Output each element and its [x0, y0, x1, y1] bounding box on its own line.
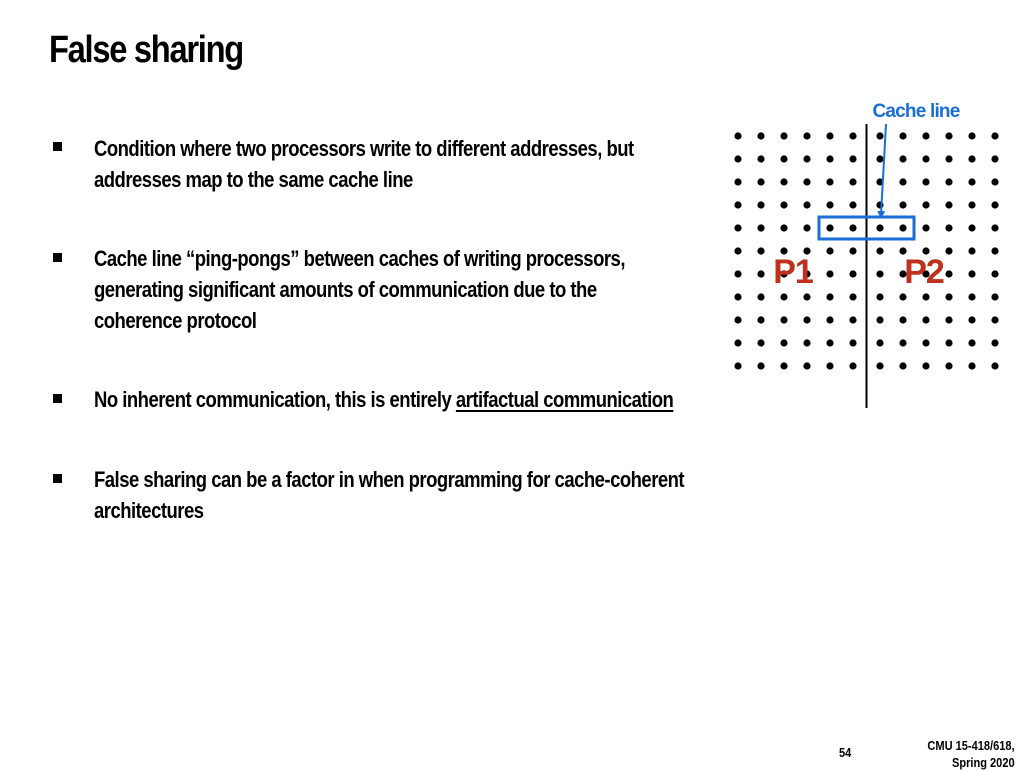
- bullet-line: [94, 384, 699, 415]
- grid-dot: [734, 132, 741, 139]
- bullet-ping-pong: [94, 243, 699, 336]
- grid-dot: [826, 201, 833, 208]
- bullet-marker: [53, 474, 62, 483]
- artifactual-communication-term: artifactual communication: [455, 387, 674, 412]
- grid-dot: [826, 270, 833, 277]
- grid-dot: [780, 362, 787, 369]
- bullet-line: addresses map to the same cache line: [94, 167, 413, 192]
- grid-dot: [991, 247, 998, 254]
- bullet-factor: [94, 464, 699, 526]
- grid-dot: [734, 362, 741, 369]
- grid-dot: [899, 155, 906, 162]
- grid-dot: [968, 293, 975, 300]
- grid-dot: [991, 362, 998, 369]
- grid-dot: [945, 155, 952, 162]
- grid-dot: [922, 178, 929, 185]
- grid-dot: [922, 224, 929, 231]
- grid-dot: [945, 270, 952, 277]
- dot-grid-canvas: [726, 92, 1006, 412]
- grid-dot: [922, 293, 929, 300]
- grid-dot: [876, 270, 883, 277]
- grid-dot: [945, 132, 952, 139]
- grid-dot: [991, 178, 998, 185]
- bullet-text-plain: No inherent communication, this is entirely: [94, 387, 456, 412]
- cache-line-label: Cache line: [872, 101, 960, 122]
- grid-dot: [757, 293, 764, 300]
- grid-dot: [757, 247, 764, 254]
- grid-dot: [849, 362, 856, 369]
- grid-dot: [945, 339, 952, 346]
- grid-dot: [991, 293, 998, 300]
- grid-dot: [757, 316, 764, 323]
- grid-dot: [876, 247, 883, 254]
- grid-dot: [968, 316, 975, 323]
- grid-dot: [826, 293, 833, 300]
- grid-dot: [945, 178, 952, 185]
- grid-dot: [945, 201, 952, 208]
- grid-dot: [780, 316, 787, 323]
- grid-dot: [945, 362, 952, 369]
- p1-label: P1: [773, 253, 813, 291]
- grid-dot: [826, 155, 833, 162]
- grid-dot: [945, 316, 952, 323]
- grid-dot: [734, 155, 741, 162]
- grid-dot: [849, 201, 856, 208]
- grid-dot: [899, 132, 906, 139]
- grid-dot: [922, 132, 929, 139]
- grid-dot: [968, 132, 975, 139]
- grid-dot: [780, 339, 787, 346]
- grid-dot: [899, 201, 906, 208]
- bullet-no-inherent: [94, 384, 699, 415]
- grid-dot: [876, 316, 883, 323]
- grid-dot: [876, 224, 883, 231]
- grid-dot: [899, 362, 906, 369]
- grid-dot: [922, 339, 929, 346]
- bullet-line: coherence protocol: [94, 308, 257, 333]
- grid-dot: [899, 224, 906, 231]
- grid-dot: [757, 270, 764, 277]
- false-sharing-diagram: [726, 92, 1006, 412]
- p2-label: P2: [904, 253, 944, 291]
- grid-dot: [826, 362, 833, 369]
- grid-dot: [899, 293, 906, 300]
- course-name: CMU 15-418/618,: [927, 738, 1015, 753]
- grid-dot: [826, 339, 833, 346]
- bullet-marker: [53, 253, 62, 262]
- grid-dot: [945, 247, 952, 254]
- grid-dot: [734, 178, 741, 185]
- grid-dot: [876, 132, 883, 139]
- grid-dot: [757, 155, 764, 162]
- grid-dot: [876, 155, 883, 162]
- grid-dot: [991, 224, 998, 231]
- grid-dot: [899, 339, 906, 346]
- grid-dot: [780, 293, 787, 300]
- grid-dot: [849, 339, 856, 346]
- bullet-line: Cache line “ping-pongs” between caches of writing processors,: [94, 246, 625, 271]
- bullet-line: False sharing can be a factor in when programming for cache-coherent: [94, 467, 685, 492]
- grid-dot: [991, 270, 998, 277]
- grid-dot: [968, 270, 975, 277]
- grid-dot: [899, 178, 906, 185]
- grid-dot: [991, 316, 998, 323]
- grid-dot: [849, 155, 856, 162]
- grid-dot: [991, 132, 998, 139]
- bullet-line: architectures: [94, 498, 204, 523]
- grid-dot: [734, 316, 741, 323]
- grid-dot: [922, 362, 929, 369]
- grid-dot: [734, 224, 741, 231]
- grid-dot: [849, 316, 856, 323]
- grid-dot: [968, 247, 975, 254]
- grid-dot: [780, 132, 787, 139]
- footer-course-info: [928, 737, 1015, 771]
- grid-dot: [922, 155, 929, 162]
- grid-dot: [876, 339, 883, 346]
- grid-dot: [849, 224, 856, 231]
- grid-dot: [757, 362, 764, 369]
- grid-dot: [968, 362, 975, 369]
- grid-dot: [826, 132, 833, 139]
- grid-dot: [780, 178, 787, 185]
- grid-dot: [991, 339, 998, 346]
- grid-dot: [757, 132, 764, 139]
- grid-dot: [757, 339, 764, 346]
- grid-dot: [968, 155, 975, 162]
- grid-dot: [757, 201, 764, 208]
- grid-dot: [780, 201, 787, 208]
- grid-dot: [968, 201, 975, 208]
- grid-dot: [757, 224, 764, 231]
- grid-dot: [803, 155, 810, 162]
- grid-dot: [849, 178, 856, 185]
- grid-dot: [876, 293, 883, 300]
- grid-dot: [803, 362, 810, 369]
- grid-dot: [826, 247, 833, 254]
- grid-dot: [803, 293, 810, 300]
- bullet-line: Condition where two processors write to different addresses, but: [94, 136, 634, 161]
- grid-dot: [849, 132, 856, 139]
- grid-dot: [945, 224, 952, 231]
- grid-dot: [780, 224, 787, 231]
- bullet-marker: [53, 394, 62, 403]
- bullet-line: generating significant amounts of communication due to the: [94, 277, 597, 302]
- grid-dot: [968, 339, 975, 346]
- grid-dot: [803, 224, 810, 231]
- grid-dot: [803, 178, 810, 185]
- grid-dot: [849, 247, 856, 254]
- grid-dot: [922, 201, 929, 208]
- grid-dot: [968, 224, 975, 231]
- grid-dot: [734, 270, 741, 277]
- grid-dot: [734, 201, 741, 208]
- grid-dot: [803, 132, 810, 139]
- grid-dot: [899, 316, 906, 323]
- grid-dot: [734, 247, 741, 254]
- bullet-marker: [53, 142, 62, 151]
- grid-dot: [734, 339, 741, 346]
- grid-dot: [849, 293, 856, 300]
- grid-dot: [826, 224, 833, 231]
- grid-dot: [734, 293, 741, 300]
- grid-dot: [945, 293, 952, 300]
- grid-dot: [803, 339, 810, 346]
- grid-dot: [803, 316, 810, 323]
- grid-dot: [757, 178, 764, 185]
- grid-dot: [826, 316, 833, 323]
- grid-dot: [803, 201, 810, 208]
- slide-title: False sharing: [49, 29, 243, 71]
- course-term: Spring 2020: [952, 755, 1015, 770]
- grid-dot: [780, 155, 787, 162]
- grid-dot: [968, 178, 975, 185]
- grid-dot: [849, 270, 856, 277]
- bullet-condition: [94, 133, 699, 195]
- grid-dot: [922, 316, 929, 323]
- grid-dot: [876, 362, 883, 369]
- page-number: 54: [839, 745, 852, 760]
- grid-dot: [991, 201, 998, 208]
- grid-dot: [991, 155, 998, 162]
- grid-dot: [826, 178, 833, 185]
